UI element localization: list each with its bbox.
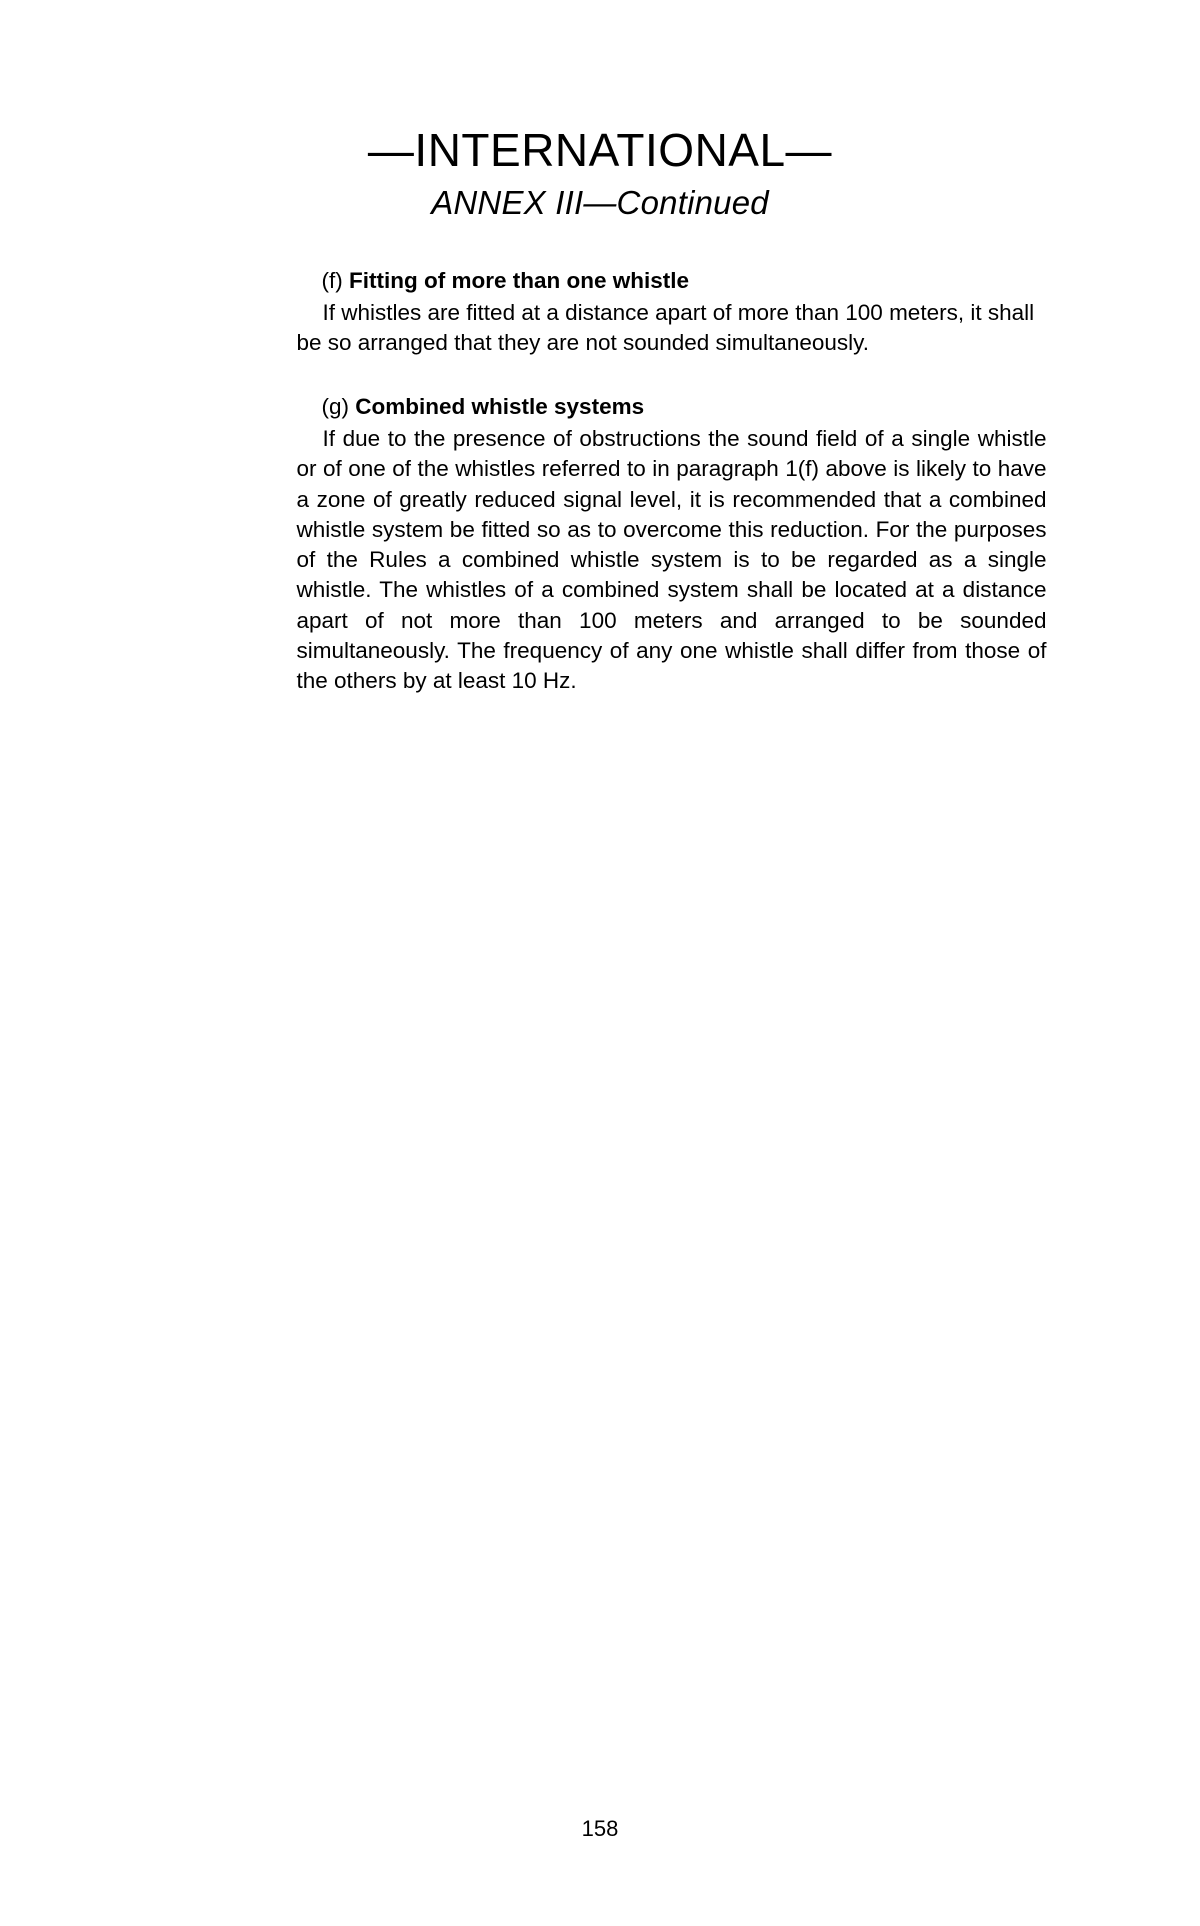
page-subtitle: ANNEX III—Continued: [431, 184, 769, 222]
section-f-body: If whistles are fitted at a distance apart of more than 100 meters, it shall be so arranged that they are not sounded simultaneously.: [296, 299, 1035, 356]
section-g-label: (g): [321, 394, 349, 420]
page-header: [0, 126, 1200, 222]
page-title: —INTERNATIONAL—: [367, 124, 833, 176]
section-g-body: If due to the presence of obstructions the sound field of a single whistle or of one of the whistles referred to in paragraph 1(f) above is likely to have a zone of greatly reduced signal level, it is recommended that a combined whistle system be fitted so as to overcome this reduction. For the purposes of the Rules a combined whistle system is to be regarded as a single whistle. The whistles of a combined system shall be located at a distance apart of not more than 100 meters and arranged to be sounded simultaneously. The frequency of any one whistle shall differ from those of the others by at least 10 Hz.: [296, 426, 1047, 694]
section-g-heading: [297, 392, 1047, 422]
document-page: [0, 126, 1200, 1926]
section-g-title: Combined whistle systems: [355, 394, 645, 420]
page-number: 158: [581, 1816, 619, 1841]
page-content: [154, 266, 1047, 696]
section-f-title: Fitting of more than one whistle: [349, 268, 690, 294]
section-f-heading: [297, 266, 1047, 296]
section-f-label: (f): [321, 268, 343, 294]
section-g: [297, 392, 1047, 696]
section-f: [297, 266, 1047, 358]
